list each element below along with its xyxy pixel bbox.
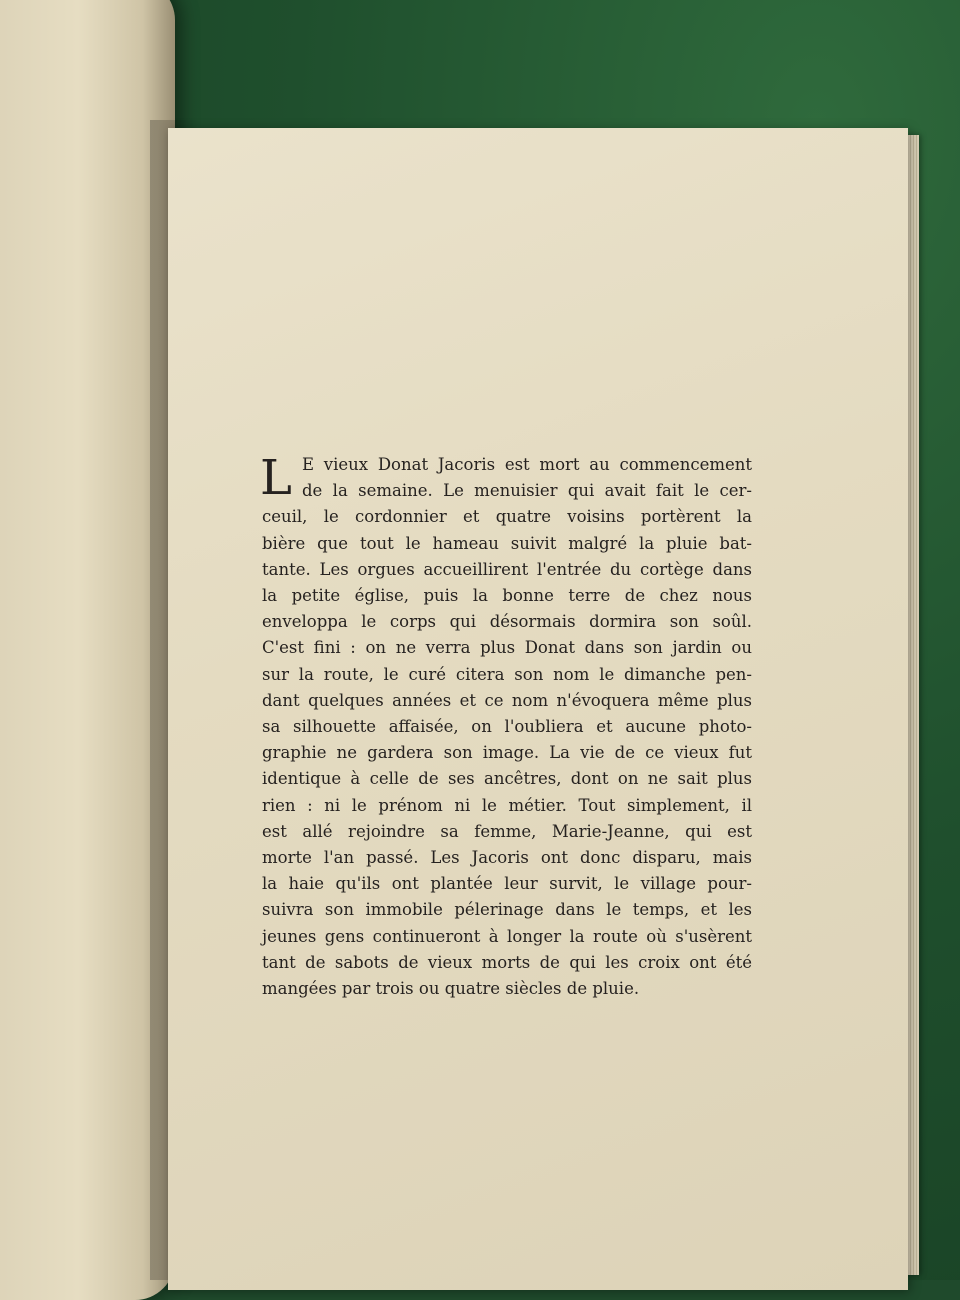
drop-cap: L <box>260 450 292 506</box>
text-line: enveloppa le corps qui désormais dormira son soûl. <box>262 612 752 632</box>
text-line: dant quelques années et ce nom n'évoquera même plus <box>262 690 752 710</box>
text-line: morte l'an passé. Les Jacoris ont donc disparu, mais <box>262 848 752 868</box>
text-line: mangées par trois ou quatre siècles de pluie. <box>262 979 640 999</box>
text-line: ceuil, le cordonnier et quatre voisins portèrent la <box>262 507 752 527</box>
text-line: suivra son immobile pélerinage dans le temps, et les <box>262 900 752 920</box>
text-line: de la semaine. Le menuisier qui avait fait le cer- <box>302 481 752 501</box>
text-line: rien : ni le prénom ni le métier. Tout simplement, il <box>262 795 752 815</box>
text-line: jeunes gens continueront à longer la route où s'usèrent <box>262 926 752 946</box>
text-line: C'est fini : on ne verra plus Donat dans son jardin ou <box>262 638 752 658</box>
text-line: identique à celle de ses ancêtres, dont on ne sait plus <box>262 769 752 789</box>
text-line: bière que tout le hameau suivit malgré la pluie bat- <box>262 533 752 553</box>
text-line: tante. Les orgues accueillirent l'entrée du cortège dans <box>262 559 752 579</box>
text-line: tant de sabots de vieux morts de qui les croix ont été <box>262 952 752 972</box>
text-line: est allé rejoindre sa femme, Marie-Jeanne, qui est <box>262 821 752 841</box>
left-page <box>0 0 175 1300</box>
text-line: la haie qu'ils ont plantée leur survit, le village pour- <box>262 874 752 894</box>
text-line: sa silhouette affaisée, on l'oubliera et aucune photo- <box>262 717 752 737</box>
text-line: sur la route, le curé citera son nom le dimanche pen- <box>262 664 752 684</box>
page-text <box>262 452 752 1002</box>
text-line: E vieux Donat Jacoris est mort au commencement <box>302 455 752 474</box>
text-line: la petite église, puis la bonne terre de chez nous <box>262 586 752 606</box>
text-line: graphie ne gardera son image. La vie de ce vieux fut <box>262 743 752 763</box>
